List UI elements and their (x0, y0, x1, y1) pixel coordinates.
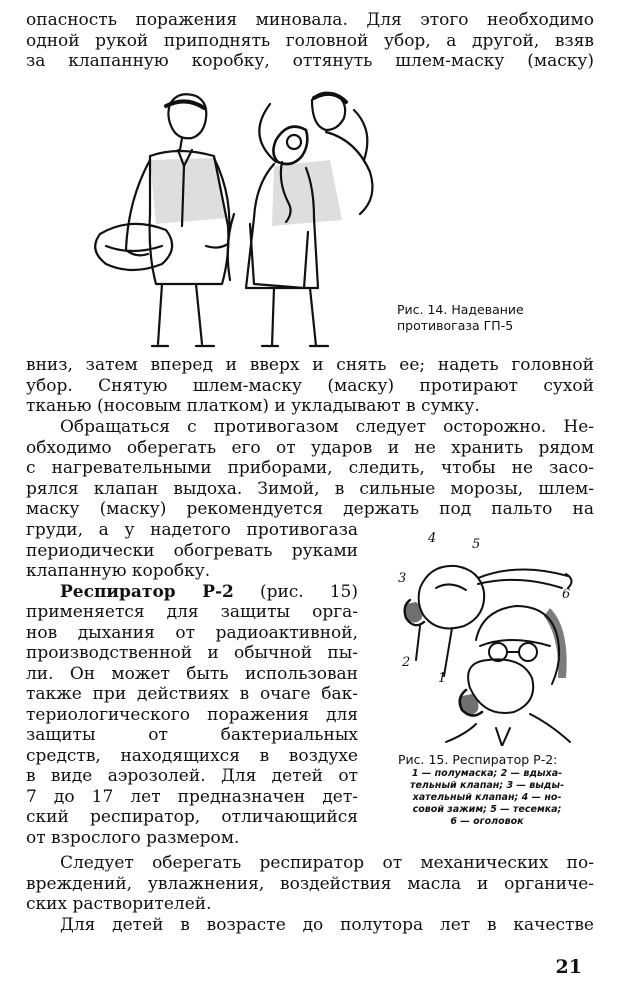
text-line: средств, находящихся в воздухе (26, 745, 358, 766)
figure-15-legend-line: 1 — полумаска; 2 — вдыха- (411, 768, 563, 779)
text-line: за клапанную коробку, оттянуть шлем-маску (маску) (26, 51, 594, 71)
care-paragraph (26, 417, 594, 520)
text-line: убор. Снятую шлем-маску (маску) протирают сухой (26, 375, 594, 396)
text-line: периодически обогревать руками (26, 540, 358, 561)
text-line: клапанную коробку. (26, 561, 211, 581)
text-line: с нагревательными приборами, следить, чтобы не засо- (26, 458, 594, 478)
text-line: также при действиях в очаге бак- (26, 684, 358, 704)
text-line: груди, а у надетого противогаза (26, 520, 358, 540)
text-line: вниз, затем вперед и вверх и снять ее; надеть головной (26, 355, 594, 375)
figure-15-legend-line: тельный клапан; 3 — выды- (409, 780, 565, 791)
figure-15-legend-line: хательный клапан; 4 — но- (412, 792, 562, 803)
respirator-figure-ref: (рис. 15) (259, 581, 359, 602)
figure-14-caption (397, 302, 524, 334)
text-line: тканью (носовым платком) и укладывают в сумку. (26, 396, 480, 416)
text-line: применяется для защиты орга- (26, 602, 358, 622)
after-figure-14-paragraph (26, 355, 594, 417)
text-line: ских растворителей. (26, 894, 212, 914)
figure-15-label: 3 (398, 571, 407, 586)
text-line: от взрослого размером. (26, 827, 240, 848)
figure-15-label: 1 (438, 671, 447, 686)
text-line: защиты от бактериальных (26, 725, 358, 745)
text-line: обходимо оберегать его от ударов и не хранить рядом (26, 437, 594, 458)
text-line: маску (маску) рекомендуется держать под пальто на (26, 499, 594, 519)
page-number: 21 (555, 956, 582, 978)
figure-15-caption: Рис. 15. Респиратор Р-2: (398, 752, 558, 767)
text-line: рялся клапан выдоха. Зимой, в сильные морозы, шлем- (26, 478, 594, 499)
figure-14-caption-line: Рис. 14. Надевание (397, 302, 524, 317)
text-line: Для детей в возрасте до полутора лет в качестве (60, 914, 594, 935)
figure-14-caption-line: противогаза ГП-5 (397, 318, 514, 333)
figure-14-illustration (78, 84, 398, 352)
text-line: 7 до 17 лет предназначен дет- (26, 786, 358, 807)
figure-15-label: 4 (428, 531, 437, 546)
text-line: ли. Он может быть использован (26, 663, 358, 684)
top-paragraph (26, 10, 594, 72)
text-line: в виде аэрозолей. Для детей от (26, 766, 358, 786)
text-line: Обращаться с противогазом следует осторожно. Не- (60, 417, 594, 437)
text-line: Следует оберегать респиратор от механических по- (60, 853, 594, 873)
figure-15-label: 2 (402, 655, 411, 670)
figure-15-legend-line: совой зажим; 5 — тесемка; (412, 804, 562, 815)
figure-15-legend (384, 768, 590, 828)
text-line: териологического поражения для (26, 704, 358, 725)
text-line: ский респиратор, отличающийся (26, 807, 358, 827)
text-line: нов дыхания от радиоактивной, (26, 622, 358, 643)
text-line: производственной и обычной пы- (26, 643, 358, 663)
figure-15-illustration (380, 528, 590, 746)
respirator-heading: Респиратор Р-2 (60, 581, 234, 602)
respirator-first-line (26, 582, 358, 603)
narrow-column (26, 520, 358, 848)
text-line: опасность поражения миновала. Для этого необходимо (26, 10, 594, 30)
text-line: одной рукой приподнять головной убор, а другой, взяв (26, 30, 594, 51)
text-line: вреждений, увлажнения, воздействия масла и органиче- (26, 873, 594, 894)
final-paragraph (26, 853, 594, 935)
figure-15-label: 5 (472, 537, 481, 552)
figure-15-label: 6 (562, 587, 571, 602)
figure-15-legend-line: 6 — оголовок (450, 816, 524, 827)
